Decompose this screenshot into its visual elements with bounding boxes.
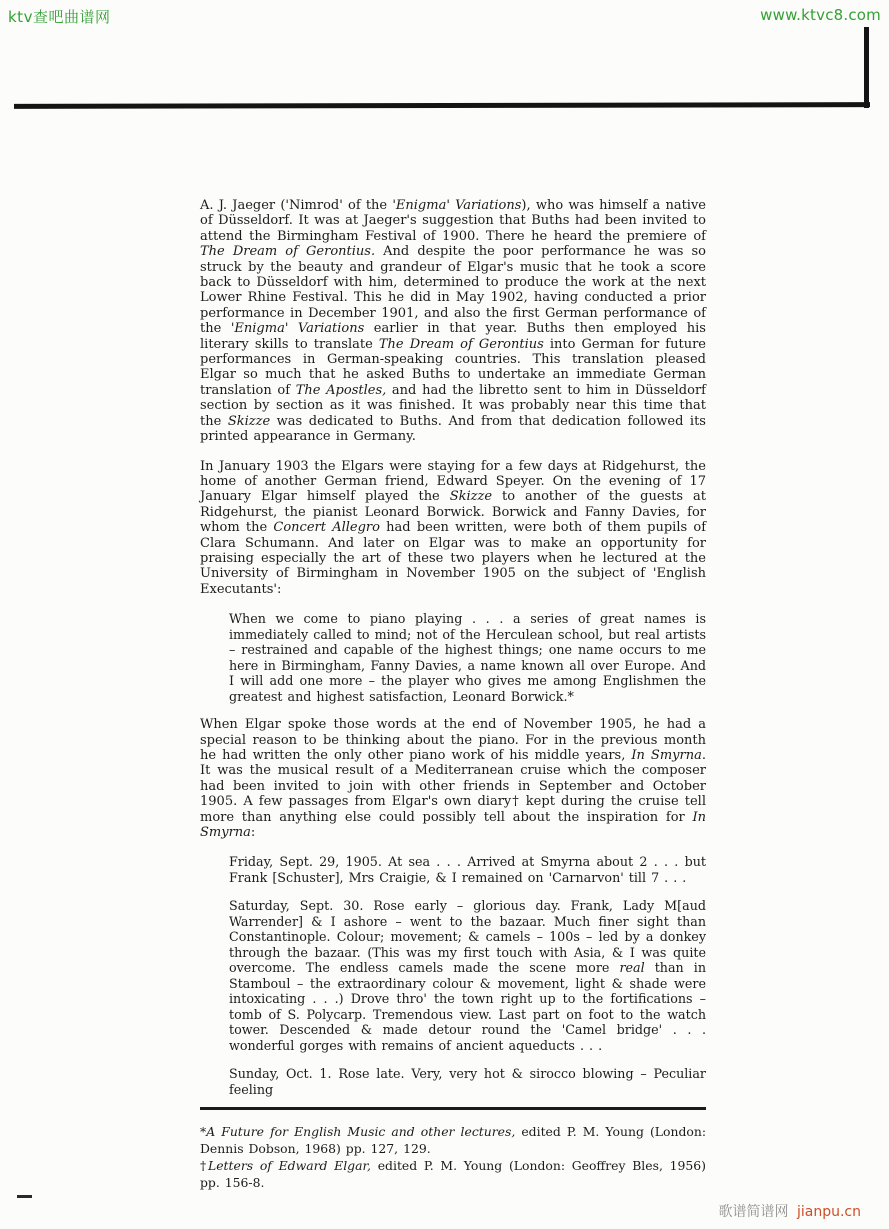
site-watermark xyxy=(719,1201,861,1221)
paragraph-jaeger-buths: A. J. Jaeger ('Nimrod' of the 'Enigma' Variations), who was himself a native of Düsseldorf. It was at Jaeger's suggestion that Buths had been invited to attend the Birmingham Festival of 1900. There he heard the premiere of The Dream of Gerontius. And despite the poor performance he was so struck by the beauty and grandeur of Elgar's music that he took a score back to Düsseldorf with him, determined to produce the work at the next Lower Rhine Festival. This he did in May 1902, having conducted a prior performance in December 1901, and also the first German performance of the 'Enigma' Variations earlier in that year. Buths then employed his literary skills to translate The Dream of Gerontius into German for future performances in German-speaking countries. This translation pleased Elgar so much that he asked Buths to undertake an immediate German translation of The Apostles, and had the libretto sent to him in Düsseldorf section by section as it was finished. It was probably near this time that the Skizze was dedicated to Buths. And from that dedication followed its printed appearance in Germany. xyxy=(200,198,706,445)
footnote-1: *A Future for English Music and other lectures, edited P. M. Young (London: Dennis Dobson, 1968) pp. 127, 129. xyxy=(200,1124,706,1157)
site-url-link[interactable]: www.ktvc8.com xyxy=(760,6,881,24)
site-header xyxy=(8,6,881,27)
book-page-text xyxy=(200,198,706,1191)
paragraph-ridgehurst: In January 1903 the Elgars were staying for a few days at Ridgehurst, the home of another German friend, Edward Speyer. On the evening of 17 January Elgar himself played the Skizze to another of the guests at Ridgehurst, the pianist Leonard Borwick. Borwick and Fanny Davies, for whom the Concert Allegro had been written, were both of them pupils of Clara Schumann. And later on Elgar was to make an opportunity for praising especially the art of these two players when he lectured at the University of Birmingham in November 1905 on the subject of 'English Executants': xyxy=(200,458,707,597)
blockquote-lecture: When we come to piano playing . . . a series of great names is immediately called to mind; not of the Herculean school, but real artists – restrained and capable of the highest things; one name occurs to me here in Birmingham, Fanny Davies, a name known all over Europe. And I will add one more – the player who gives me among Englishmen the greatest and highest satisfaction, Leonard Borwick.* xyxy=(229,611,706,704)
diary-entry-friday: Friday, Sept. 29, 1905. At sea . . . Arrived at Smyrna about 2 . . . but Frank [Schuster], Mrs Craigie, & I remained on 'Carnarvon' till 7 . . . xyxy=(229,854,706,885)
paragraph-in-smyrna: When Elgar spoke those words at the end of November 1905, he had a special reason to be thinking about the piano. For in the previous month he had written the only other piano work of his middle years, In Smyrna. It was the musical result of a Mediterranean cruise which the composer had been invited to join with other friends in September and October 1905. A few passages from Elgar's own diary† kept during the cruise tell more than anything else could possibly tell about the inspiration for In Smyrna: xyxy=(200,717,706,840)
footnote-2: †Letters of Edward Elgar, edited P. M. Young (London: Geoffrey Bles, 1956) pp. 156-8. xyxy=(200,1158,706,1191)
scan-border-right xyxy=(864,27,869,108)
diary-entry-sunday: Sunday, Oct. 1. Rose late. Very, very hot & sirocco blowing – Peculiar feeling xyxy=(229,1066,706,1097)
scan-mark-bottom-left xyxy=(17,1195,32,1198)
scan-border-top xyxy=(14,102,870,109)
watermark-site-url: jianpu.cn xyxy=(796,1204,861,1220)
footnote-divider xyxy=(200,1107,706,1110)
watermark-site-name: 歌谱简谱网 xyxy=(718,1204,789,1220)
diary-entry-saturday: Saturday, Sept. 30. Rose early – glorious day. Frank, Lady M[aud Warrender] & I ashore – went to the bazaar. Much finer sight than Constantinople. Colour; movement; & camels – 100s – led by a donkey through the bazaar. (This was my first touch with Asia, & I was quite overcome. The endless camels made the scene more real than in Stamboul – the extraordinary colour & movement, light & shade were intoxicating . . .) Drove thro' the town right up to the fortifications – tomb of S. Polycarp. Tremendous view. Last part on foot to the watch tower. Descended & made detour round the 'Camel bridge' . . . wonderful gorges with remains of ancient aqueducts . . . xyxy=(229,898,706,1053)
site-name-link[interactable]: ktv查吧曲谱网 xyxy=(8,8,111,26)
